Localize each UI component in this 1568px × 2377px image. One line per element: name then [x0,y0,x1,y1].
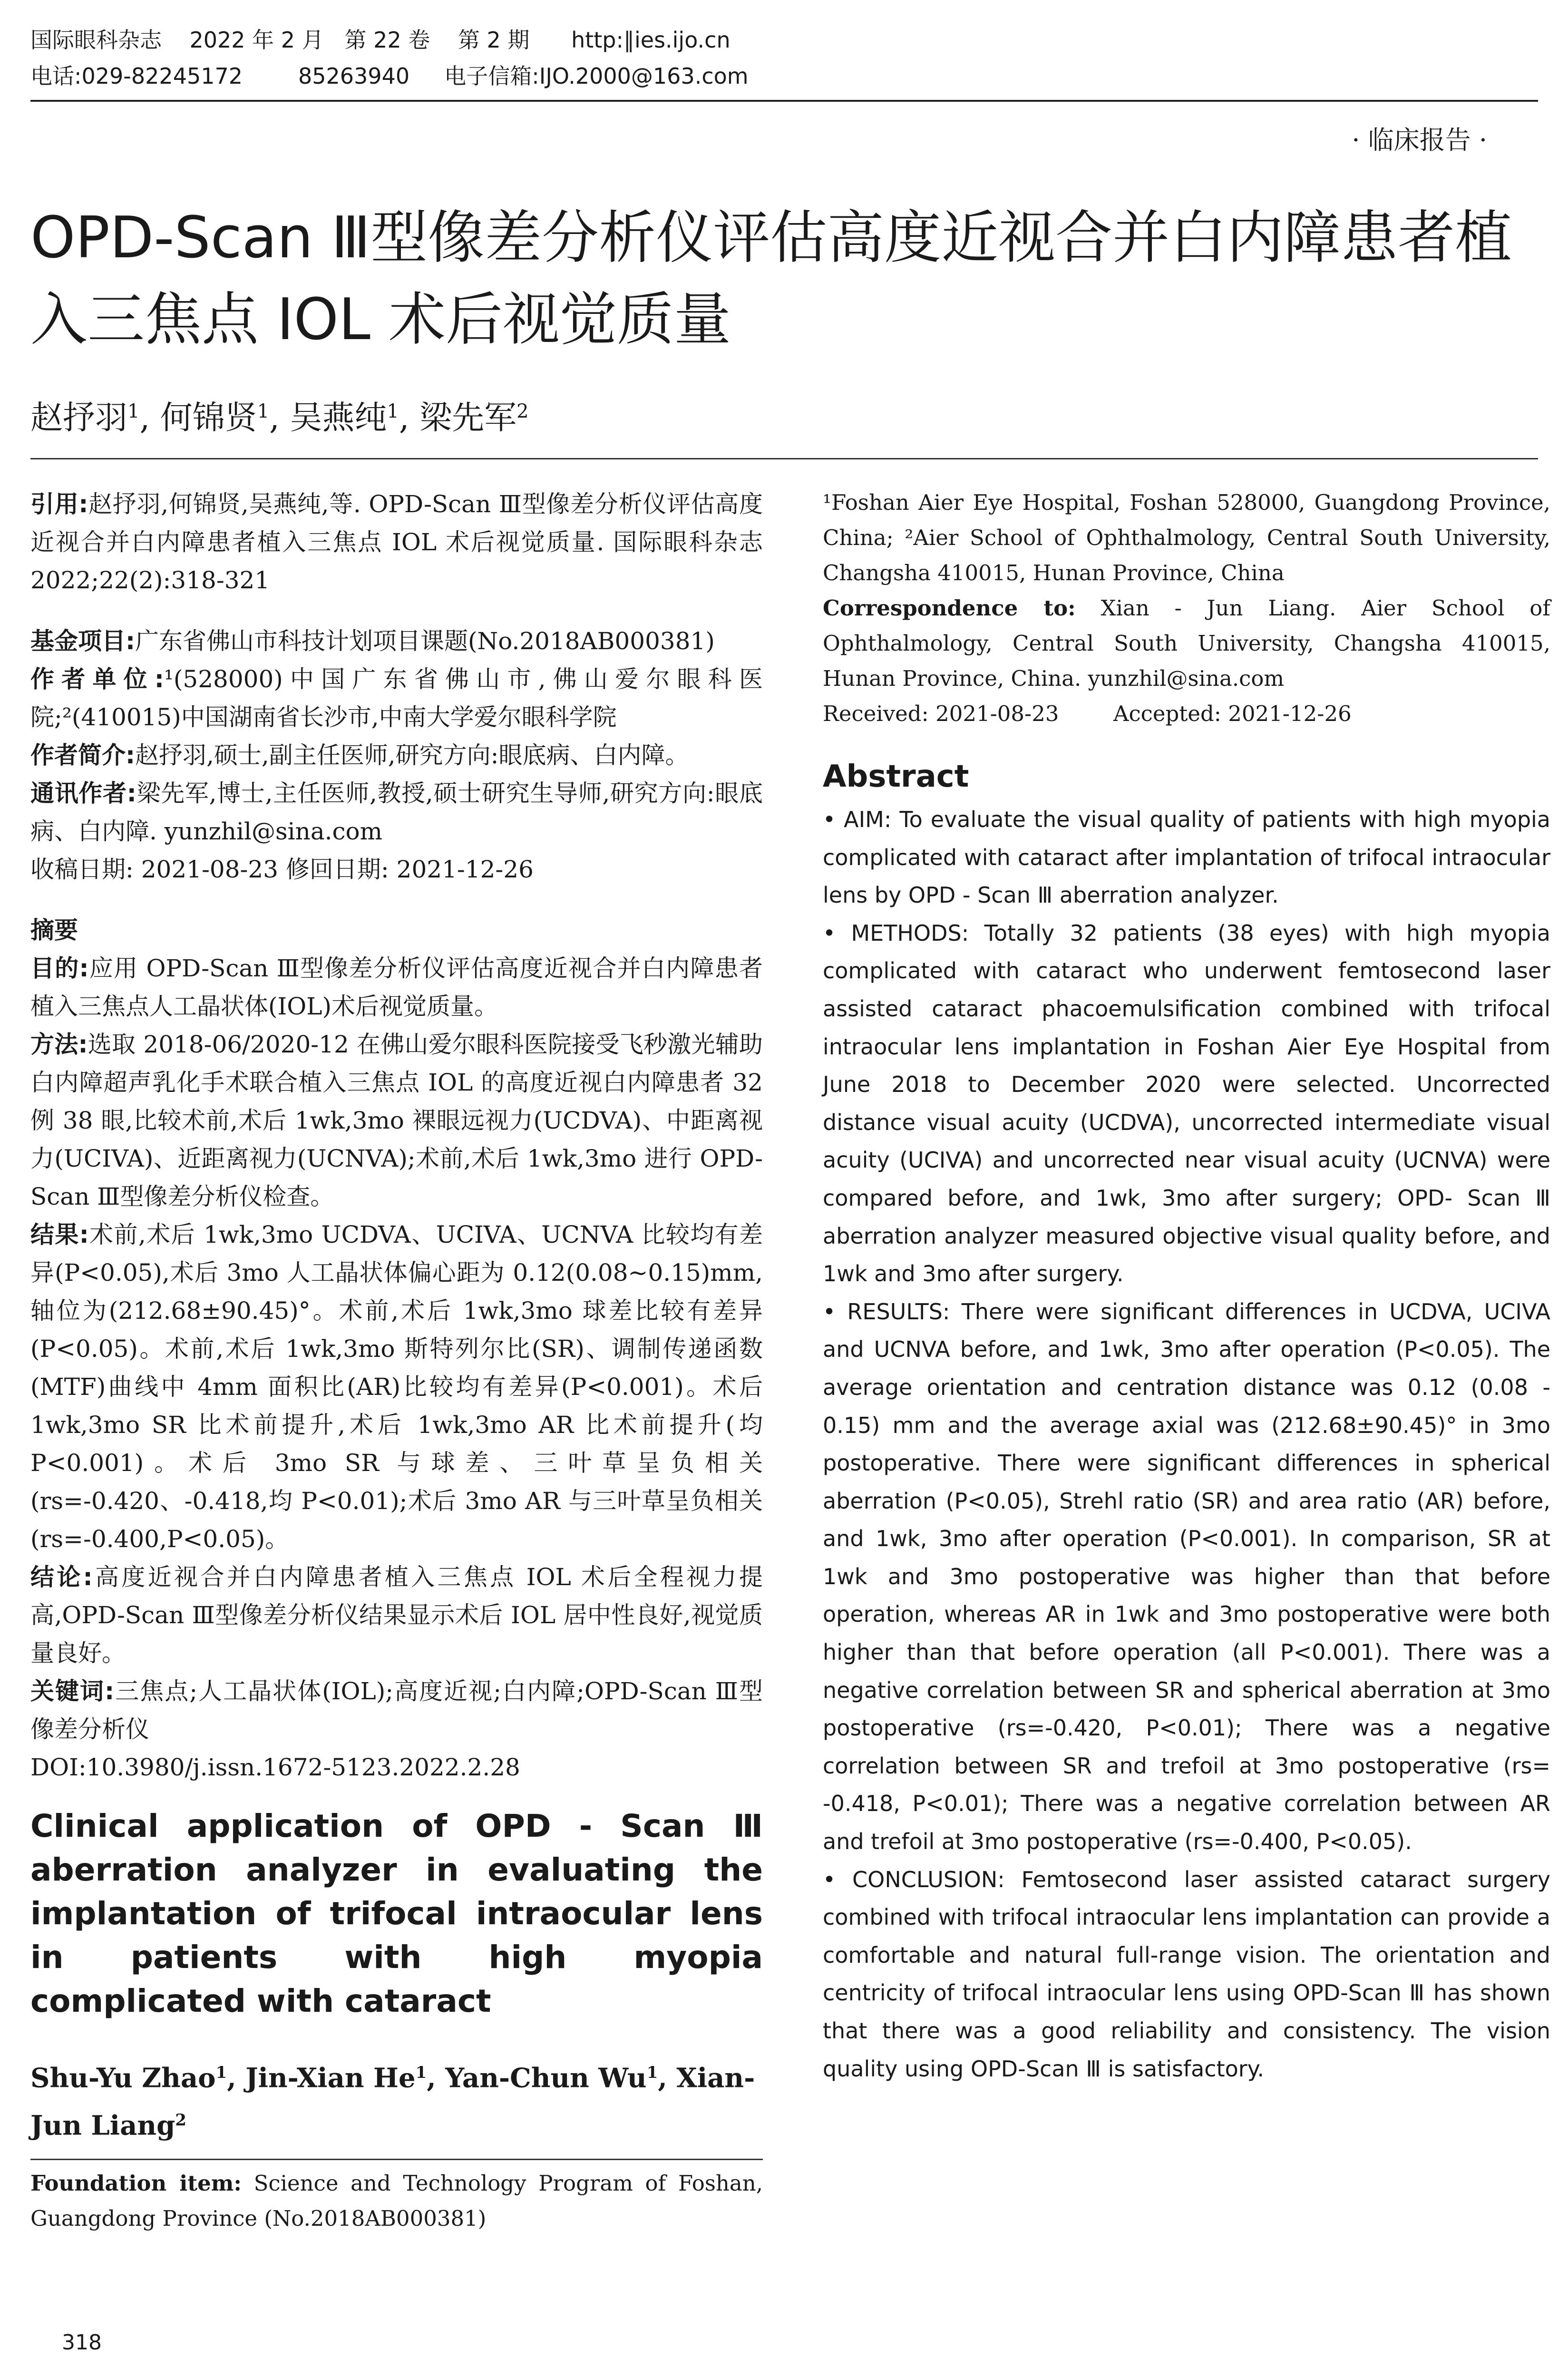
english-author-list: Shu-Yu Zhao$^1$, Jin-Xian He$^1$, Yan-Chun Wu$^1$, Xian-Jun Liang$^2$ [30,2062,755,2142]
author-name: 梁先军 [419,399,517,437]
author-bio: 作者简介:赵抒羽,硕士,副主任医师,研究方向:眼底病、白内障。 [30,741,689,769]
fund-info: 基金项目:广东省佛山市科技计划项目课题(No.2018AB000381) [30,627,715,655]
journal-info-line: 国际眼科杂志 2022 年 2 月 第 22 卷 第 2 期 http:∥ies.ijo.cn [30,27,730,53]
abstract-results: • RESULTS: There were significant differences in UCDVA, UCIVA and UCNVA before, and 1wk, 3mo after operation (P<0.05). The average orientation and centration distance was 0.12 (0.08 - 0.15) mm and the average axial was (212.68±90.45)° in 3mo postoperative. There were significant differences in spherical aberration (P<0.05), Strehl ratio (SR) and area ratio (AR) before, and 1wk, 3mo after operation (P<0.001). In comparison, SR at 1wk and 3mo postoperative was higher than that before operation, whereas AR in 1wk and 3mo postoperative were both higher than that before operation (all P<0.001). There was a negative correlation between SR and spherical aberration at 3mo postoperative (rs=-0.420, P<0.01); There was a negative correlation between SR and trefoil at 3mo postoperative (rs= -0.418, P<0.01); There was a negative correlation between AR and trefoil at 3mo postoperative (rs=-0.400, P<0.05). [823,1298,1550,1855]
author-affiliation-mark: 1 [415,2063,427,2082]
author-name: Shu-Yu Zhao [30,2062,216,2094]
left-column [30,485,763,2236]
abstract-heading: Abstract [823,759,969,794]
author-name: 赵抒羽 [30,399,128,437]
correspondence: Correspondence to: Xian - Jun Liang. Aier School of Ophthalmology, Central South University, Changsha 410015, Hunan Province, China. yunzhil@sina.com [823,595,1550,691]
author-name: Xian-Jun Liang [30,2062,755,2142]
abstract-aim: • AIM: To evaluate the visual quality of patients with high myopia complicated with cataract after implantation of trifocal intraocular lens by OPD - Scan Ⅲ aberration analyzer. [823,807,1550,908]
article-title: OPD-Scan Ⅲ型像差分析仪评估高度近视合并白内障患者植入三焦点 IOL 术后视觉质量 [30,205,1512,353]
journal-header [30,22,1538,94]
right-column [823,485,1550,2088]
author-affiliation-mark: 1 [387,400,399,422]
abstract-conclusion: • CONCLUSION: Femtosecond laser assisted cataract surgery combined with trifocal intraocular lens implantation can provide a comfortable and natural full-range vision. The orientation and centricity of trifocal intraocular lens using OPD-Scan Ⅲ has shown that there was a good reliability and consistency. The vision quality using OPD-Scan Ⅲ is satisfactory. [823,1866,1550,2082]
journal-contact-line: 电话:029-82245172 85263940 电子信箱:IJO.2000@163.com [30,63,749,89]
abstract-conclusion-cn: 结论:高度近视合并白内障患者植入三焦点 IOL 术后全程视力提高,OPD-Scan Ⅲ型像差分析仪结果显示术后 IOL 居中性良好,视觉质量良好。 [30,1563,763,1667]
author-affiliation-mark: 2 [175,2110,186,2130]
english-affiliation: ¹Foshan Aier Eye Hospital, Foshan 528000, Guangdong Province, China; ²Aier School of Ophthalmology, Central South University, Changsha 410015, Hunan Province, China [823,490,1550,585]
foundation-item: Foundation item: Science and Technology Program of Foshan, Guangdong Province (No.2018AB000381) [30,2171,763,2231]
abstract-methods: • METHODS: Totally 32 patients (38 eyes) with high myopia complicated with cataract who underwent femtosecond laser assisted cataract phacoemulsification combined with trifocal intraocular lens implantation in Foshan Aier Eye Hospital from June 2018 to December 2020 were selected. Uncorrected distance visual acuity (UCDVA), uncorrected intermediate visual acuity (UCIVA) and uncorrected near visual acuity (UCNVA) were compared before, and 1wk, 3mo after surgery; OPD- Scan Ⅲ aberration analyzer measured objective visual quality before, and 1wk and 3mo after surgery. [823,920,1550,1287]
author-name: Yan-Chun Wu [445,2062,647,2094]
author-affiliation-mark: 1 [257,400,270,422]
section-label: · 临床报告 · [1352,125,1487,155]
abstract-aim-cn: 目的:应用 OPD-Scan Ⅲ型像差分析仪评估高度近视合并白内障患者植入三焦点人工晶状体(IOL)术后视觉质量。 [30,955,763,1020]
author-affiliation-mark: 1 [646,2063,658,2082]
abstract-heading-cn: 摘要 [30,916,78,944]
corresponding-author: 通讯作者:梁先军,博士,主任医师,教授,硕士研究生导师,研究方向:眼底病、白内障. yunzhil@sina.com [30,779,763,845]
header-divider [30,100,1538,102]
author-affiliation-mark: 1 [127,400,140,422]
author-divider [30,458,1538,459]
doi: DOI:10.3980/j.issn.1672-5123.2022.2.28 [30,1754,520,1781]
author-affiliation-mark: 1 [215,2063,227,2082]
english-title: Clinical application of OPD - Scan Ⅲ aberration analyzer in evaluating the implantation of trifocal intraocular lens in patients with high myopia complicated with cataract [30,1808,763,2019]
citation: 引用:赵抒羽,何锦贤,吴燕纯,等. OPD-Scan Ⅲ型像差分析仪评估高度近视合并白内障患者植入三焦点 IOL 术后视觉质量. 国际眼科杂志 2022;22(2):318-321 [30,490,763,594]
abstract-methods-cn: 方法:选取 2018-06/2020-12 在佛山爱尔眼科医院接受飞秒激光辅助白内障超声乳化手术联合植入三焦点 IOL 的高度近视白内障患者 32 例 38 眼,比较术前,术后 1wk,3mo 裸眼远视力(UCDVA)、中距离视力(UCIVA)、近距离视力(UCNVA);术前,术后 1wk,3mo 进行 OPD-Scan Ⅲ型像差分析仪检查。 [30,1031,763,1210]
received-dates: 收稿日期: 2021-08-23 修回日期: 2021-12-26 [30,856,534,883]
author-list: 赵抒羽$^1$, 何锦贤$^1$, 吴燕纯$^1$, 梁先军$^2$ [30,399,529,437]
received-accepted-dates: Received: 2021-08-23 Accepted: 2021-12-26 [823,701,1352,726]
author-name: 何锦贤 [160,399,257,437]
page-number: 318 [62,2330,102,2355]
author-name: Jin-Xian He [245,2062,416,2094]
keywords-cn: 关键词:三焦点;人工晶状体(IOL);高度近视;白内障;OPD-Scan Ⅲ型像差分析仪 [30,1677,763,1743]
abstract-results-cn: 结果:术前,术后 1wk,3mo UCDVA、UCIVA、UCNVA 比较均有差异(P<0.05),术后 3mo 人工晶状体偏心距为 0.12(0.08~0.15)mm,轴位为(212.68±90.45)°。术前,术后 1wk,3mo 球差比较有差异(P<0.05)。术前,术后 1wk,3mo 斯特列尔比(SR)、调制传递函数(MTF)曲线中 4mm 面积比(AR)比较均有差异(P<0.001)。术后 1wk,3mo SR 比术前提升,术后 1wk,3mo AR 比术前提升(均 P<0.001)。术后 3mo SR 与球差、三叶草呈负相关(rs=-0.420、-0.418,均 P<0.01);术后 3mo AR 与三叶草呈负相关(rs=-0.400,P<0.05)。 [30,1221,763,1553]
author-name: 吴燕纯 [290,399,387,437]
author-affiliation-mark: 2 [516,400,529,422]
foundation-divider [30,2159,763,2160]
author-affiliation: 作者单位:¹(528000)中国广东省佛山市,佛山爱尔眼科医院;²(410015)中国湖南省长沙市,中南大学爱尔眼科学院 [30,665,763,731]
